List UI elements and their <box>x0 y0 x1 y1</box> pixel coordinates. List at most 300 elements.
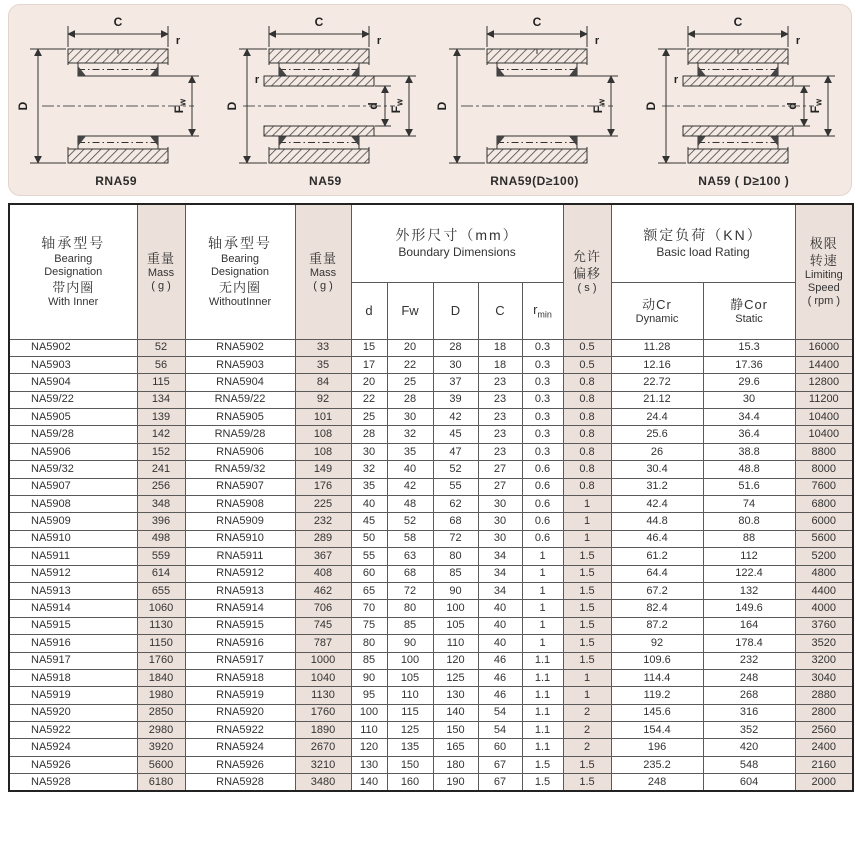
cell-roller-envelope-fw: 63 <box>387 548 433 565</box>
cell-width-C: 67 <box>478 756 522 773</box>
svg-text:r: r <box>594 34 599 47</box>
cell-dynamic-cr: 12.16 <box>611 356 703 373</box>
cell-dynamic-cr: 235.2 <box>611 756 703 773</box>
cell-permissible-offset-s: 1.5 <box>563 635 611 652</box>
cell-static-cor: 29.6 <box>703 374 795 391</box>
cell-dynamic-cr: 67.2 <box>611 582 703 599</box>
header-text: Static <box>735 312 763 325</box>
diagram-caption: RNA59(D≥100) <box>490 173 579 188</box>
table-row <box>9 426 853 443</box>
cell-permissible-offset-s: 1 <box>563 687 611 704</box>
bearing-cross-section-drawing <box>644 13 844 173</box>
cell-limiting-speed-rpm: 16000 <box>795 339 853 356</box>
cell-outer-diameter-D: 80 <box>433 548 478 565</box>
cell-width-C: 27 <box>478 478 522 495</box>
cell-mass-without-inner: 92 <box>295 391 351 408</box>
cell-with-inner-designation: NA59/32 <box>9 461 137 478</box>
cell-mass-without-inner: 408 <box>295 565 351 582</box>
cell-roller-envelope-fw: 160 <box>387 774 433 791</box>
cell-bore-d: 80 <box>351 635 387 652</box>
cell-roller-envelope-fw: 35 <box>387 443 433 460</box>
diagram-caption: RNA59 <box>95 173 138 188</box>
cell-mass-without-inner: 367 <box>295 548 351 565</box>
bearing-cross-section-drawing <box>435 13 635 173</box>
cell-r-min: 1.1 <box>522 722 563 739</box>
cell-permissible-offset-s: 1 <box>563 513 611 530</box>
cell-mass-with-inner: 1130 <box>137 617 185 634</box>
svg-text:r: r <box>377 34 382 47</box>
cell-static-cor: 36.4 <box>703 426 795 443</box>
cell-r-min: 1.1 <box>522 652 563 669</box>
cell-without-inner-designation: RNA59/22 <box>185 391 295 408</box>
cell-mass-without-inner: 289 <box>295 530 351 547</box>
cell-outer-diameter-D: 85 <box>433 565 478 582</box>
cell-bore-d: 70 <box>351 600 387 617</box>
cell-outer-diameter-D: 37 <box>433 374 478 391</box>
cell-mass-with-inner: 115 <box>137 374 185 391</box>
cell-mass-without-inner: 101 <box>295 409 351 426</box>
cell-bore-d: 20 <box>351 374 387 391</box>
cell-dynamic-cr: 44.8 <box>611 513 703 530</box>
cell-r-min: 0.6 <box>522 461 563 478</box>
cell-width-C: 30 <box>478 530 522 547</box>
header-text: 重量 <box>308 251 337 267</box>
cell-dynamic-cr: 61.2 <box>611 548 703 565</box>
svg-text:d: d <box>366 101 381 110</box>
header-D <box>433 282 478 339</box>
bearing-diagram <box>223 13 427 188</box>
cell-mass-with-inner: 348 <box>137 496 185 513</box>
cell-roller-envelope-fw: 115 <box>387 704 433 721</box>
header-text: Designation <box>44 266 103 279</box>
diagram-caption: NA59 ( D≥100 ) <box>698 173 790 188</box>
cell-outer-diameter-D: 125 <box>433 669 478 686</box>
cell-r-min: 1.5 <box>522 756 563 773</box>
cell-limiting-speed-rpm: 2160 <box>795 756 853 773</box>
cell-dynamic-cr: 26 <box>611 443 703 460</box>
cell-with-inner-designation: NA5919 <box>9 687 137 704</box>
cell-limiting-speed-rpm: 2880 <box>795 687 853 704</box>
cell-roller-envelope-fw: 105 <box>387 669 433 686</box>
cell-bore-d: 130 <box>351 756 387 773</box>
cell-permissible-offset-s: 0.8 <box>563 409 611 426</box>
cell-roller-envelope-fw: 68 <box>387 565 433 582</box>
cell-outer-diameter-D: 52 <box>433 461 478 478</box>
cell-bore-d: 95 <box>351 687 387 704</box>
cell-r-min: 0.3 <box>522 391 563 408</box>
cell-limiting-speed-rpm: 2800 <box>795 704 853 721</box>
header-text: r <box>533 301 538 317</box>
table-row <box>9 548 853 565</box>
cell-mass-without-inner: 225 <box>295 496 351 513</box>
cell-without-inner-designation: RNA5926 <box>185 756 295 773</box>
cell-with-inner-designation: NA5909 <box>9 513 137 530</box>
cell-roller-envelope-fw: 135 <box>387 739 433 756</box>
header-text: 轴承型号 <box>41 235 106 252</box>
cell-limiting-speed-rpm: 6000 <box>795 513 853 530</box>
cell-bore-d: 17 <box>351 356 387 373</box>
svg-text:D: D <box>643 101 658 110</box>
cell-without-inner-designation: RNA5902 <box>185 339 295 356</box>
cell-static-cor: 316 <box>703 704 795 721</box>
cell-with-inner-designation: NA59/22 <box>9 391 137 408</box>
cell-r-min: 0.6 <box>522 513 563 530</box>
cell-limiting-speed-rpm: 5600 <box>795 530 853 547</box>
cell-mass-without-inner: 232 <box>295 513 351 530</box>
cell-mass-without-inner: 84 <box>295 374 351 391</box>
cell-width-C: 40 <box>478 600 522 617</box>
cell-dynamic-cr: 46.4 <box>611 530 703 547</box>
table-row <box>9 722 853 739</box>
cell-limiting-speed-rpm: 3040 <box>795 669 853 686</box>
cell-mass-with-inner: 139 <box>137 409 185 426</box>
cell-dynamic-cr: 196 <box>611 739 703 756</box>
table-row <box>9 374 853 391</box>
cell-static-cor: 149.6 <box>703 600 795 617</box>
cell-mass-without-inner: 1000 <box>295 652 351 669</box>
cell-dynamic-cr: 11.28 <box>611 339 703 356</box>
diagram-panel <box>8 4 852 196</box>
header-mass-with-inner <box>137 204 185 339</box>
cell-roller-envelope-fw: 150 <box>387 756 433 773</box>
cell-with-inner-designation: NA59/28 <box>9 426 137 443</box>
cell-static-cor: 268 <box>703 687 795 704</box>
cell-static-cor: 51.6 <box>703 478 795 495</box>
bearing-spec-table <box>8 203 854 792</box>
table-row <box>9 774 853 791</box>
header-text: Dynamic <box>635 312 679 325</box>
cell-without-inner-designation: RNA5913 <box>185 582 295 599</box>
header-text: 转速 <box>809 253 838 269</box>
cell-without-inner-designation: RNA5911 <box>185 548 295 565</box>
cell-mass-with-inner: 152 <box>137 443 185 460</box>
cell-permissible-offset-s: 2 <box>563 722 611 739</box>
cell-limiting-speed-rpm: 7600 <box>795 478 853 495</box>
cell-with-inner-designation: NA5902 <box>9 339 137 356</box>
cell-limiting-speed-rpm: 3520 <box>795 635 853 652</box>
cell-permissible-offset-s: 1.5 <box>563 582 611 599</box>
table-row <box>9 756 853 773</box>
cell-permissible-offset-s: 0.8 <box>563 426 611 443</box>
cell-width-C: 34 <box>478 582 522 599</box>
cell-with-inner-designation: NA5908 <box>9 496 137 513</box>
cell-roller-envelope-fw: 110 <box>387 687 433 704</box>
cell-with-inner-designation: NA5918 <box>9 669 137 686</box>
cell-dynamic-cr: 87.2 <box>611 617 703 634</box>
header-basic-load-rating <box>611 204 795 282</box>
header-text: ( g ) <box>151 280 171 293</box>
svg-text:C: C <box>113 14 123 29</box>
cell-roller-envelope-fw: 85 <box>387 617 433 634</box>
cell-mass-without-inner: 108 <box>295 426 351 443</box>
cell-width-C: 46 <box>478 652 522 669</box>
cell-width-C: 23 <box>478 409 522 426</box>
cell-static-cor: 178.4 <box>703 635 795 652</box>
header-text: Fw <box>401 303 419 318</box>
cell-roller-envelope-fw: 90 <box>387 635 433 652</box>
cell-width-C: 34 <box>478 565 522 582</box>
table-row <box>9 739 853 756</box>
cell-mass-with-inner: 1760 <box>137 652 185 669</box>
cell-without-inner-designation: RNA5924 <box>185 739 295 756</box>
cell-limiting-speed-rpm: 2400 <box>795 739 853 756</box>
cell-mass-with-inner: 3920 <box>137 739 185 756</box>
cell-permissible-offset-s: 0.8 <box>563 443 611 460</box>
cell-outer-diameter-D: 190 <box>433 774 478 791</box>
cell-outer-diameter-D: 47 <box>433 443 478 460</box>
cell-r-min: 1 <box>522 600 563 617</box>
header-C <box>478 282 522 339</box>
cell-without-inner-designation: RNA5919 <box>185 687 295 704</box>
cell-outer-diameter-D: 100 <box>433 600 478 617</box>
header-without-inner <box>185 204 295 339</box>
header-text: d <box>365 303 373 318</box>
header-text: Boundary Dimensions <box>398 245 516 260</box>
cell-permissible-offset-s: 0.5 <box>563 339 611 356</box>
cell-mass-with-inner: 6180 <box>137 774 185 791</box>
cell-outer-diameter-D: 150 <box>433 722 478 739</box>
cell-bore-d: 28 <box>351 426 387 443</box>
cell-width-C: 40 <box>478 617 522 634</box>
cell-permissible-offset-s: 2 <box>563 704 611 721</box>
cell-width-C: 30 <box>478 513 522 530</box>
cell-with-inner-designation: NA5926 <box>9 756 137 773</box>
cell-mass-with-inner: 134 <box>137 391 185 408</box>
cell-limiting-speed-rpm: 5200 <box>795 548 853 565</box>
table-row <box>9 478 853 495</box>
cell-static-cor: 38.8 <box>703 443 795 460</box>
cell-roller-envelope-fw: 72 <box>387 582 433 599</box>
cell-with-inner-designation: NA5917 <box>9 652 137 669</box>
header-boundary-dimensions <box>351 204 563 282</box>
cell-dynamic-cr: 109.6 <box>611 652 703 669</box>
cell-without-inner-designation: RNA5905 <box>185 409 295 426</box>
header-text: 静Cor <box>730 296 769 312</box>
cell-static-cor: 132 <box>703 582 795 599</box>
cell-limiting-speed-rpm: 4000 <box>795 600 853 617</box>
cell-bore-d: 30 <box>351 443 387 460</box>
header-text: 带内圈 <box>52 280 95 296</box>
cell-r-min: 0.3 <box>522 356 563 373</box>
cell-dynamic-cr: 248 <box>611 774 703 791</box>
svg-text:D: D <box>16 101 31 110</box>
cell-r-min: 0.3 <box>522 339 563 356</box>
cell-mass-with-inner: 1060 <box>137 600 185 617</box>
cell-mass-without-inner: 706 <box>295 600 351 617</box>
cell-without-inner-designation: RNA5917 <box>185 652 295 669</box>
cell-roller-envelope-fw: 28 <box>387 391 433 408</box>
cell-static-cor: 548 <box>703 756 795 773</box>
cell-mass-without-inner: 1760 <box>295 704 351 721</box>
cell-limiting-speed-rpm: 8800 <box>795 443 853 460</box>
cell-permissible-offset-s: 1.5 <box>563 774 611 791</box>
cell-mass-without-inner: 3210 <box>295 756 351 773</box>
svg-text:C: C <box>532 14 541 29</box>
cell-mass-without-inner: 1130 <box>295 687 351 704</box>
cell-without-inner-designation: RNA5906 <box>185 443 295 460</box>
cell-bore-d: 140 <box>351 774 387 791</box>
cell-bore-d: 75 <box>351 617 387 634</box>
header-text: Mass <box>147 267 175 280</box>
cell-mass-without-inner: 149 <box>295 461 351 478</box>
cell-mass-with-inner: 559 <box>137 548 185 565</box>
cell-roller-envelope-fw: 40 <box>387 461 433 478</box>
cell-roller-envelope-fw: 30 <box>387 409 433 426</box>
cell-r-min: 1.1 <box>522 704 563 721</box>
cell-width-C: 23 <box>478 374 522 391</box>
cell-r-min: 1 <box>522 548 563 565</box>
cell-permissible-offset-s: 1.5 <box>563 652 611 669</box>
cell-limiting-speed-rpm: 12800 <box>795 374 853 391</box>
header-text: C <box>495 303 505 318</box>
cell-r-min: 1.1 <box>522 687 563 704</box>
cell-without-inner-designation: RNA5909 <box>185 513 295 530</box>
cell-r-min: 0.6 <box>522 530 563 547</box>
cell-mass-with-inner: 1150 <box>137 635 185 652</box>
cell-mass-with-inner: 5600 <box>137 756 185 773</box>
cell-bore-d: 25 <box>351 409 387 426</box>
header-text: Speed <box>807 282 840 295</box>
cell-with-inner-designation: NA5910 <box>9 530 137 547</box>
header-permissible-offset <box>563 204 611 339</box>
header-text: With Inner <box>48 296 99 309</box>
cell-outer-diameter-D: 28 <box>433 339 478 356</box>
table-row <box>9 530 853 547</box>
cell-without-inner-designation: RNA59/32 <box>185 461 295 478</box>
cell-mass-with-inner: 396 <box>137 513 185 530</box>
cell-width-C: 46 <box>478 669 522 686</box>
header-text: min <box>537 309 552 320</box>
cell-mass-with-inner: 52 <box>137 339 185 356</box>
cell-r-min: 1.1 <box>522 669 563 686</box>
cell-mass-without-inner: 787 <box>295 635 351 652</box>
cell-bore-d: 65 <box>351 582 387 599</box>
cell-r-min: 1.5 <box>522 774 563 791</box>
table-row <box>9 565 853 582</box>
cell-outer-diameter-D: 68 <box>433 513 478 530</box>
cell-dynamic-cr: 42.4 <box>611 496 703 513</box>
header-r-min <box>522 282 563 339</box>
cell-outer-diameter-D: 120 <box>433 652 478 669</box>
header-fw <box>387 282 433 339</box>
cell-roller-envelope-fw: 22 <box>387 356 433 373</box>
cell-r-min: 0.3 <box>522 409 563 426</box>
cell-mass-without-inner: 3480 <box>295 774 351 791</box>
cell-outer-diameter-D: 130 <box>433 687 478 704</box>
cell-mass-with-inner: 655 <box>137 582 185 599</box>
table-row <box>9 461 853 478</box>
table-row <box>9 704 853 721</box>
cell-dynamic-cr: 31.2 <box>611 478 703 495</box>
cell-bore-d: 85 <box>351 652 387 669</box>
svg-text:C: C <box>315 14 324 29</box>
cell-bore-d: 55 <box>351 548 387 565</box>
cell-outer-diameter-D: 90 <box>433 582 478 599</box>
cell-static-cor: 420 <box>703 739 795 756</box>
cell-static-cor: 30 <box>703 391 795 408</box>
cell-with-inner-designation: NA5914 <box>9 600 137 617</box>
cell-without-inner-designation: RNA5916 <box>185 635 295 652</box>
table-row <box>9 391 853 408</box>
cell-static-cor: 74 <box>703 496 795 513</box>
header-d <box>351 282 387 339</box>
cell-with-inner-designation: NA5916 <box>9 635 137 652</box>
cell-r-min: 1 <box>522 582 563 599</box>
cell-mass-without-inner: 2670 <box>295 739 351 756</box>
cell-permissible-offset-s: 0.8 <box>563 391 611 408</box>
cell-bore-d: 35 <box>351 478 387 495</box>
bearing-cross-section-drawing <box>225 13 425 173</box>
cell-outer-diameter-D: 30 <box>433 356 478 373</box>
cell-width-C: 40 <box>478 635 522 652</box>
cell-without-inner-designation: RNA5904 <box>185 374 295 391</box>
cell-bore-d: 100 <box>351 704 387 721</box>
cell-with-inner-designation: NA5903 <box>9 356 137 373</box>
cell-roller-envelope-fw: 48 <box>387 496 433 513</box>
cell-with-inner-designation: NA5905 <box>9 409 137 426</box>
cell-roller-envelope-fw: 42 <box>387 478 433 495</box>
header-text: ( rpm ) <box>807 295 840 308</box>
bearing-diagram <box>642 13 846 188</box>
table-row <box>9 409 853 426</box>
header-text: 偏移 <box>573 266 602 282</box>
cell-permissible-offset-s: 0.5 <box>563 356 611 373</box>
cell-permissible-offset-s: 1.5 <box>563 617 611 634</box>
table-row <box>9 513 853 530</box>
table-body <box>9 339 853 791</box>
cell-roller-envelope-fw: 20 <box>387 339 433 356</box>
header-limiting-speed <box>795 204 853 339</box>
svg-text:r: r <box>255 73 260 86</box>
cell-width-C: 67 <box>478 774 522 791</box>
cell-dynamic-cr: 114.4 <box>611 669 703 686</box>
cell-roller-envelope-fw: 52 <box>387 513 433 530</box>
cell-dynamic-cr: 145.6 <box>611 704 703 721</box>
cell-outer-diameter-D: 72 <box>433 530 478 547</box>
header-text: ( g ) <box>313 280 333 293</box>
cell-with-inner-designation: NA5913 <box>9 582 137 599</box>
cell-with-inner-designation: NA5924 <box>9 739 137 756</box>
cell-width-C: 23 <box>478 426 522 443</box>
cell-static-cor: 164 <box>703 617 795 634</box>
cell-r-min: 1 <box>522 635 563 652</box>
cell-with-inner-designation: NA5904 <box>9 374 137 391</box>
cell-width-C: 18 <box>478 356 522 373</box>
cell-limiting-speed-rpm: 11200 <box>795 391 853 408</box>
cell-bore-d: 40 <box>351 496 387 513</box>
cell-with-inner-designation: NA5928 <box>9 774 137 791</box>
cell-roller-envelope-fw: 58 <box>387 530 433 547</box>
cell-r-min: 0.3 <box>522 374 563 391</box>
cell-roller-envelope-fw: 80 <box>387 600 433 617</box>
cell-with-inner-designation: NA5915 <box>9 617 137 634</box>
cell-mass-without-inner: 745 <box>295 617 351 634</box>
bearing-diagram <box>433 13 637 188</box>
cell-permissible-offset-s: 2 <box>563 739 611 756</box>
cell-limiting-speed-rpm: 3200 <box>795 652 853 669</box>
cell-permissible-offset-s: 1 <box>563 530 611 547</box>
cell-outer-diameter-D: 110 <box>433 635 478 652</box>
cell-static-cor: 604 <box>703 774 795 791</box>
cell-roller-envelope-fw: 125 <box>387 722 433 739</box>
svg-text:Fw: $F_w$ <box>172 98 188 113</box>
svg-text:D: D <box>225 101 240 110</box>
cell-limiting-speed-rpm: 14400 <box>795 356 853 373</box>
header-text: ( s ) <box>577 282 597 295</box>
cell-permissible-offset-s: 1.5 <box>563 600 611 617</box>
cell-width-C: 54 <box>478 722 522 739</box>
cell-roller-envelope-fw: 25 <box>387 374 433 391</box>
